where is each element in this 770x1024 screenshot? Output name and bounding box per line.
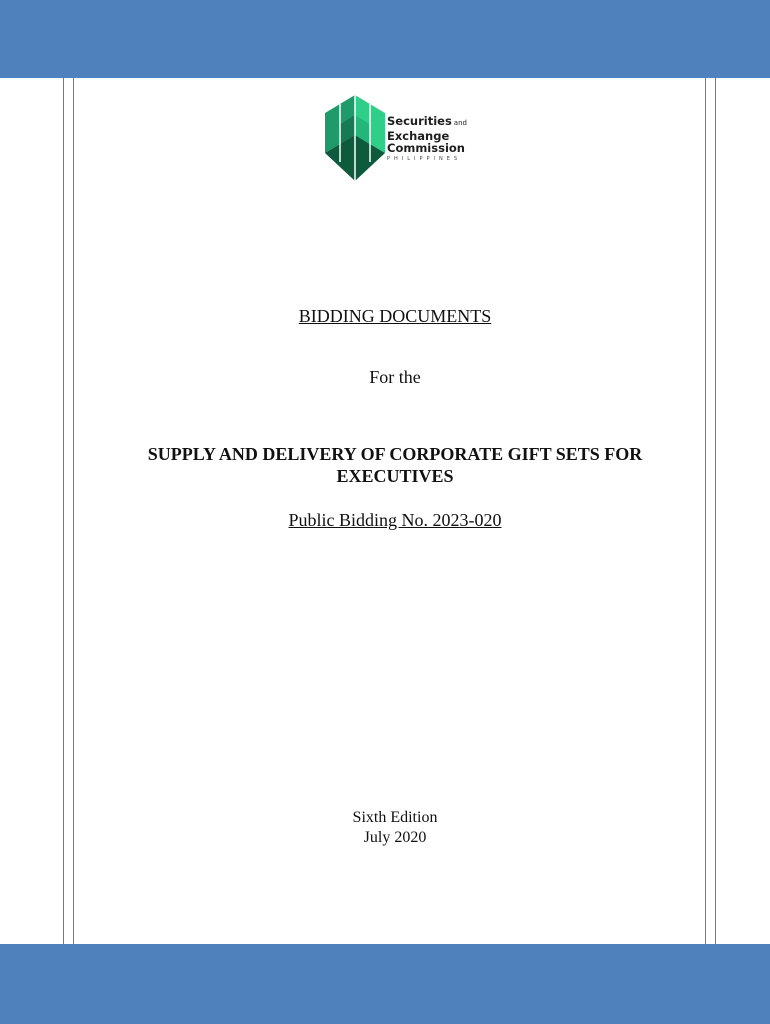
edition-text: Sixth Edition — [352, 809, 438, 826]
bidding-number: Public Bidding No. 2023-020 — [288, 510, 502, 530]
for-the-text: For the — [369, 367, 421, 387]
logo-country: PHILIPPINES — [387, 155, 462, 162]
project-title-line-1: SUPPLY AND DELIVERY OF CORPORATE GIFT SETS FOR — [147, 444, 643, 464]
logo-line-securities: Securities — [387, 114, 452, 128]
document-heading: BIDDING DOCUMENTS — [298, 306, 492, 326]
logo-line-commission: Commission — [387, 141, 465, 155]
logo-wordmark — [387, 115, 467, 162]
edition-date: July 2020 — [363, 829, 427, 846]
project-title-line-2: EXECUTIVES — [336, 466, 454, 486]
bottom-border-band — [0, 944, 770, 1024]
sec-emblem-icon — [325, 95, 385, 183]
logo-line-and: and — [453, 119, 467, 127]
logo-line-exchange: Exchange — [387, 128, 450, 143]
sec-logo — [325, 95, 475, 183]
project-title — [0, 443, 770, 487]
top-border-band — [0, 0, 770, 78]
